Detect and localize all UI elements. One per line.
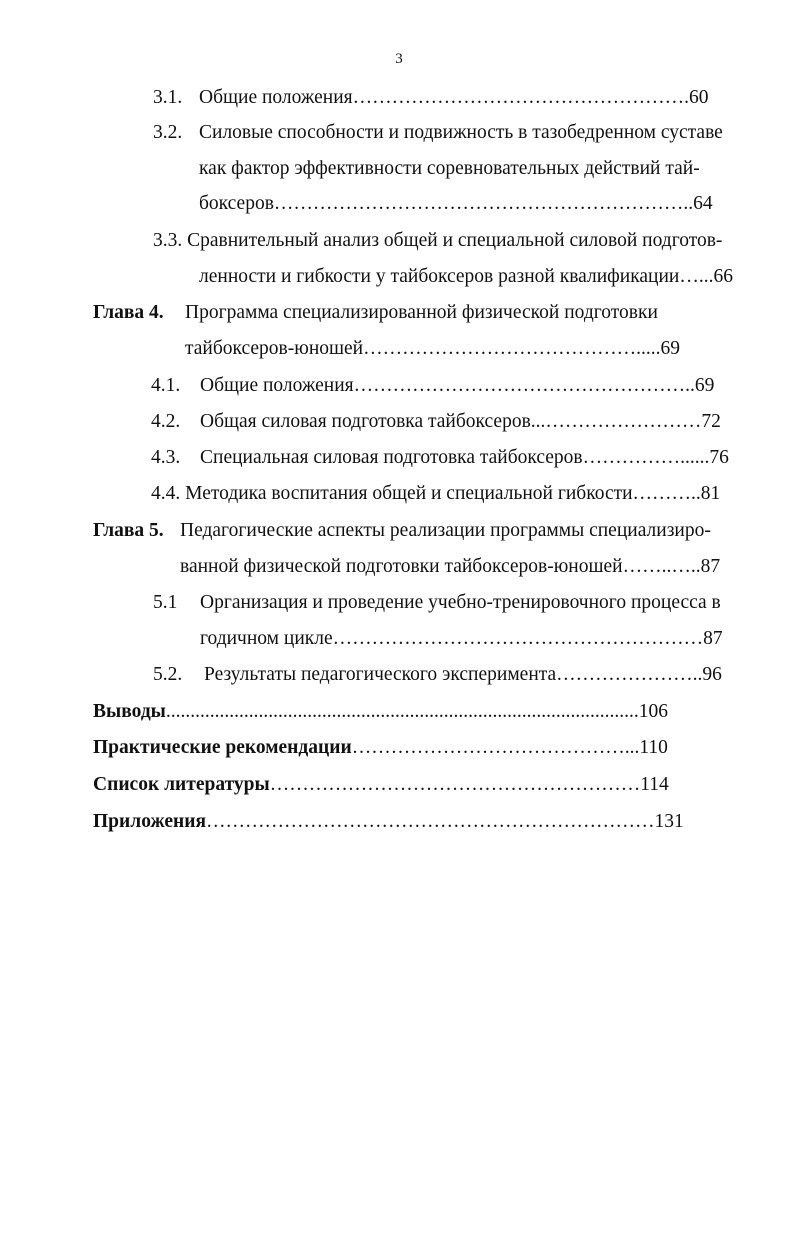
toc-entry-4-1: Общие положения……………………………………………..69 [200,375,715,396]
toc-recommendations: Практические рекомендации……………………………………...110 [93,737,668,758]
toc-entry-5-1-line-1: Организация и проведение учебно-тренировочного процесса в [200,592,721,613]
toc-entry-5-1-line-2: годичном цикле…………………………………………………87 [200,628,723,649]
toc-chapter-5-line-2: ванной физической подготовки тайбоксеров-юношей……..…..87 [180,556,721,577]
toc-number-3-2: 3.2. [153,122,183,143]
toc-chapter-4-line-2: тайбоксеров-юношей…………………………………….....69 [185,338,680,359]
toc-chapter-5-line-1: Педагогические аспекты реализации программы специализиро- [180,520,711,541]
toc-entry-4-2: Общая силовая подготовка тайбоксеров...……………………72 [200,411,721,432]
toc-number-4-3: 4.3. [151,447,181,468]
toc-chapter-4-label: Глава 4. [93,302,164,323]
toc-chapter-4-line-1: Программа специализированной физической подготовки [185,302,658,323]
toc-conclusions: Выводы.................................................................................................106 [93,701,669,722]
toc-number-3-1: 3.1. [153,87,183,108]
toc-appendices: Приложения……………………………………………………………131 [93,811,684,832]
toc-entry-3-3-line-1: 3.3. Сравнительный анализ общей и специальной силовой подготов- [153,230,723,251]
toc-entry-3-2-line-1: Силовые способности и подвижность в тазобедренном суставе [199,122,723,143]
toc-bibliography: Список литературы…………………………………………………114 [93,774,669,795]
toc-entry-5-2: Результаты педагогического эксперимента…………………..96 [204,664,722,685]
toc-chapter-5-label: Глава 5. [93,520,164,541]
toc-entry-3-2-line-3: боксеров………………………………………………………..64 [199,193,713,214]
toc-number-4-1: 4.1. [151,375,181,396]
toc-entry-4-4: 4.4. Методика воспитания общей и специальной гибкости………..81 [151,483,721,504]
toc-entry-3-1: Общие положения…………………………………………….60 [199,87,709,108]
toc-entry-3-3-line-2: ленности и гибкости у тайбоксеров разной квалификации…...66 [199,266,733,287]
toc-number-5-1: 5.1 [153,592,178,613]
toc-number-4-2: 4.2. [151,411,181,432]
toc-entry-4-3: Специальная силовая подготовка тайбоксеров……………......76 [200,447,729,468]
toc-number-5-2: 5.2. [153,664,183,685]
page-number: 3 [395,51,403,67]
toc-entry-3-2-line-2: как фактор эффективности соревновательных действий тай- [199,158,700,179]
